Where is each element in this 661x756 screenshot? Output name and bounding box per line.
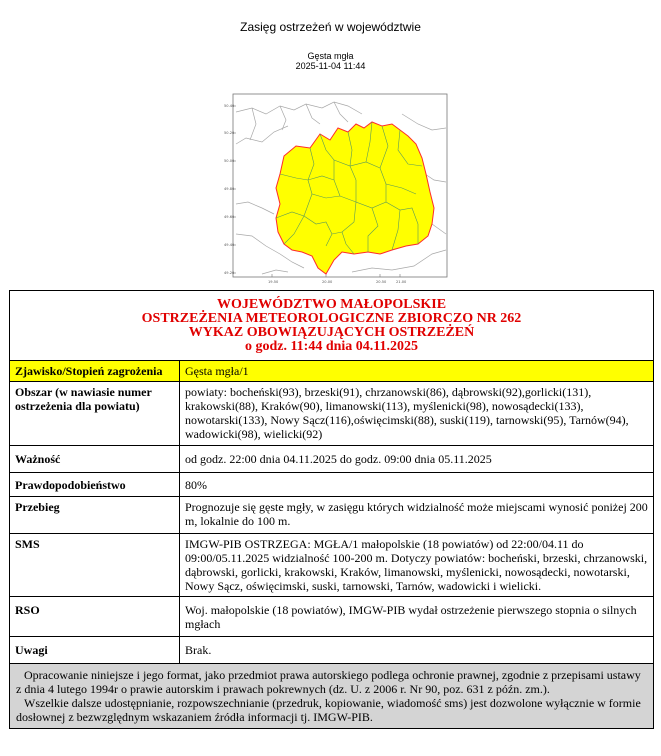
warning-table xyxy=(9,290,654,729)
lon-label: 20.00 xyxy=(322,280,333,284)
lat-label: 49.40 xyxy=(224,243,235,247)
map-phenomenon: Gęsta mgła xyxy=(307,51,354,61)
lat-label: 49.60 xyxy=(224,215,235,219)
lat-label: 50.40 xyxy=(224,104,235,108)
header-issue-time: o godz. 11:44 dnia 04.11.2025 xyxy=(244,339,419,354)
row-value: Woj. małopolskie (18 powiatów), IMGW-PIB wydał ostrzeżenie pierwszego stopnia o silnych mgłach xyxy=(180,597,654,637)
row-value: Brak. xyxy=(180,637,654,664)
header-bulletin-number: OSTRZEŻENIA METEOROLOGICZNE ZBIORCZO NR 262 xyxy=(141,311,522,326)
row-label: SMS xyxy=(10,534,180,597)
table-row-remarks xyxy=(10,637,654,664)
copyright-footer xyxy=(10,664,654,729)
lat-label: 50.00 xyxy=(224,159,235,163)
copyright-text: Opracowanie niniejsze i jego format, jako przedmiot prawa autorskiego podlega ochronie prawnej, zgodnie z przepisami ustawy z dnia 4 lutego 1994r o prawie autorskim i prawach pokrewnych (dz. U. z 2006 r. Nr 90, poz. 631 z późn. zm.). xyxy=(16,668,641,696)
map-timestamp: 2025-11-04 11:44 xyxy=(295,61,366,71)
lon-label: 19.50 xyxy=(268,280,279,284)
lon-label: 20.50 xyxy=(376,280,387,284)
table-row-phenomenon xyxy=(10,361,654,382)
table-row-probability xyxy=(10,473,654,497)
header-list-title: WYKAZ OBOWIĄZUJĄCYCH OSTRZEŻEŃ xyxy=(188,325,475,340)
row-label: Przebieg xyxy=(10,497,180,534)
row-label: Ważność xyxy=(10,446,180,473)
row-value: powiaty: bocheński(93), brzeski(91), chrzanowski(86), dąbrowski(92),gorlicki(131), krakowski(88), Kraków(90), limanowski(113), myślenicki(98), nowosądecki(133), nowotarski(133), Nowy Sącz(116),oświęcimski(88), suski(119), tarnowski(95), Tarnów(94), wadowicki(98), wielicki(92) xyxy=(180,382,654,446)
lat-label: 49.80 xyxy=(224,187,235,191)
table-row-course xyxy=(10,497,654,534)
map-title xyxy=(0,51,661,71)
table-row-sms xyxy=(10,534,654,597)
report-header xyxy=(10,291,654,361)
redistribution-text: Wszelkie dalsze udostępnianie, rozpowszechnianie (przedruk, kopiowanie, wiadomość sms) jest dozwolone wyłącznie w formie dosłownej z bezwzględnym wskazaniem źródła informacji tj. IMGW-PIB. xyxy=(16,696,641,724)
row-label: RSO xyxy=(10,597,180,637)
row-value: od godz. 22:00 dnia 04.11.2025 do godz. 09:00 dnia 05.11.2025 xyxy=(180,446,654,473)
row-value: 80% xyxy=(180,473,654,497)
row-value: Gęsta mgła/1 xyxy=(180,361,654,382)
table-row-validity xyxy=(10,446,654,473)
row-label: Obszar (w nawiasie numer ostrzeżenia dla powiatu) xyxy=(10,382,180,446)
row-value: IMGW-PIB OSTRZEGA: MGŁA/1 małopolskie (18 powiatów) od 22:00/04.11 do 09:00/05.11.2025 widzialność 100-200 m. Dotyczy powiatów: bocheński, brzeski, chrzanowski, dąbrowski, gorlicki, krakowski, Kraków, limanowski, myślenicki, nowosądecki, nowotarski, Nowy Sącz, oświęcimski, suski, tarnowski, Tarnów, wadowicki i wielicki. xyxy=(180,534,654,597)
row-value: Prognozuje się gęste mgły, w zasięgu których widzialność może miejscami wynosić poniżej 200 m, lokalnie do 100 m. xyxy=(180,497,654,534)
page-title: Zasięg ostrzeżeń w województwie xyxy=(240,20,421,34)
table-row-rso xyxy=(10,597,654,637)
table-row-area xyxy=(10,382,654,446)
lat-label: 49.20 xyxy=(224,271,235,275)
warning-map xyxy=(222,84,452,284)
row-label: Uwagi xyxy=(10,637,180,664)
header-voivodeship: WOJEWÓDZTWO MAŁOPOLSKIE xyxy=(216,297,447,312)
map-svg xyxy=(222,84,452,284)
row-label: Zjawisko/Stopień zagrożenia xyxy=(10,361,180,382)
lon-label: 21.00 xyxy=(396,280,407,284)
row-label: Prawdopodobieństwo xyxy=(10,473,180,497)
lat-label: 50.20 xyxy=(224,131,235,135)
